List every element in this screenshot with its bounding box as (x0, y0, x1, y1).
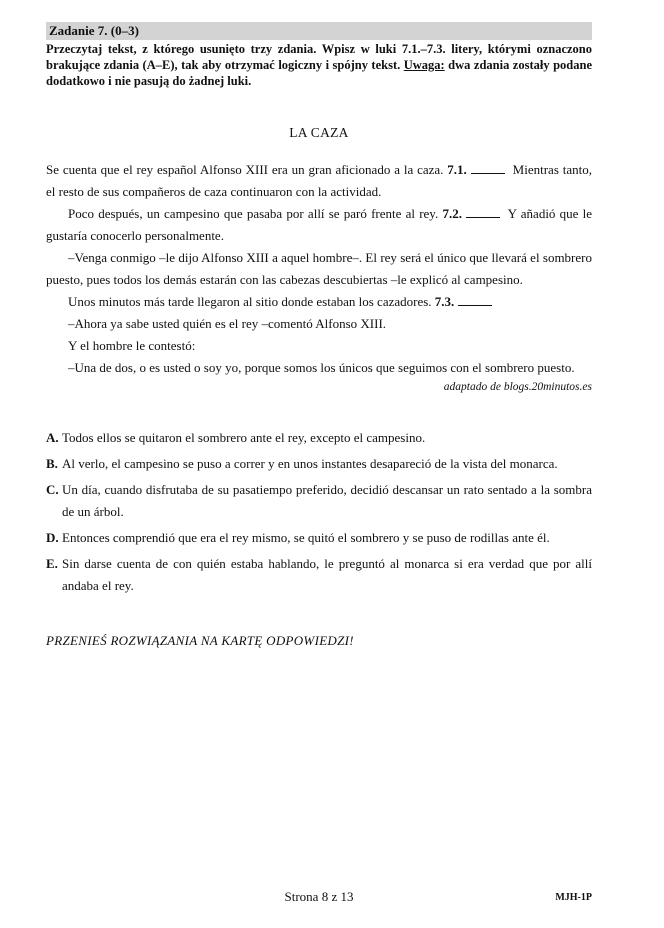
option-text: Sin darse cuenta de con quién estaba hablando, le preguntó al monarca si era verdad que por allí andaba el rey. (62, 556, 592, 593)
gap-7-1-label: 7.1. (447, 162, 467, 177)
option-text: Todos ellos se quitaron el sombrero ante el rey, excepto el campesino. (62, 430, 426, 445)
paragraph-7: –Una de dos, o es usted o soy yo, porque somos los únicos que seguimos con el sombrero puesto. (68, 360, 575, 375)
paragraph-2-end: Y añadió que le gustaría conocerlo personalmente. (46, 206, 593, 243)
note-text: dwa zdania zostały podane dodatkowo i nie pasują do żadnej luki. (46, 58, 592, 88)
page-number: Strona 8 z 13 (284, 889, 354, 904)
paragraph-5: –Ahora ya sabe usted quién es el rey –comentó Alfonso XIII. (68, 316, 387, 331)
paragraph-4-start: Unos minutos más tarde llegaron al sitio donde estaban los cazadores. (68, 294, 435, 309)
gap-7-3-label: 7.3. (434, 294, 455, 309)
option-text: Al verlo, el campesino se puso a correr y en unos instantes desapareció de la vista del monarca. (62, 456, 558, 471)
options-list (46, 427, 592, 597)
option-e (46, 553, 592, 597)
option-letter: B. (46, 456, 58, 471)
paragraph-2 (46, 203, 592, 247)
exam-page (46, 22, 592, 649)
gap-7-3-blank (458, 293, 492, 306)
story-text (46, 159, 592, 379)
option-letter: A. (46, 430, 59, 445)
task-instructions (46, 41, 592, 89)
option-b (46, 453, 592, 475)
task-title: Zadanie 7. (0–3) (46, 22, 592, 40)
instruction-text: Przeczytaj tekst, z którego usunięto trzy zdania. Wpisz w luki 7.1.–7.3. litery, którymi oznaczono brakujące zdania (A–E), tak aby otrzymać logiczny i spójny tekst. (46, 42, 592, 72)
option-c (46, 479, 592, 523)
source-note: adaptado de blogs.20minutos.es (443, 381, 592, 393)
gap-7-2-label: 7.2. (442, 206, 462, 221)
paragraph-4 (46, 291, 592, 313)
option-letter: C. (46, 482, 59, 497)
gap-7-2-blank (466, 205, 500, 218)
paragraph-6: Y el hombre le contestó: (68, 338, 196, 353)
paragraph-1-end: Mientras tanto, el resto de sus compañeros de caza continuaron con la actividad. (46, 162, 592, 199)
exam-code: MJH-1P (555, 892, 592, 903)
note-label: Uwaga: (403, 58, 445, 72)
paragraph-1 (46, 159, 592, 203)
paragraph-2-start: Poco después, un campesino que pasaba por allí se paró frente al rey. (68, 206, 443, 221)
story-title: LA CAZA (289, 125, 349, 140)
option-d (46, 527, 592, 549)
option-text: Entonces comprendió que era el rey mismo, se quitó el sombrero y se puso de rodillas ante él. (62, 530, 550, 545)
paragraph-1-start: Se cuenta que el rey español Alfonso XIII era un gran aficionado a la caza. (46, 162, 448, 177)
option-a (46, 427, 592, 449)
option-letter: E. (46, 556, 58, 571)
transfer-answers-note: PRZENIEŚ ROZWIĄZANIA NA KARTĘ ODPOWIEDZI! (46, 633, 354, 648)
paragraph-3: –Venga conmigo –le dijo Alfonso XIII a aquel hombre–. El rey será el único que llevará el sombrero puesto, pues todos los demás estarán con las cabezas descubiertas –le explicó al campesino. (46, 250, 592, 287)
option-text: Un día, cuando disfrutaba de su pasatiempo preferido, decidió descansar un rato sentado a la sombra de un árbol. (62, 482, 592, 519)
gap-7-1-blank (471, 161, 505, 174)
option-letter: D. (46, 530, 59, 545)
